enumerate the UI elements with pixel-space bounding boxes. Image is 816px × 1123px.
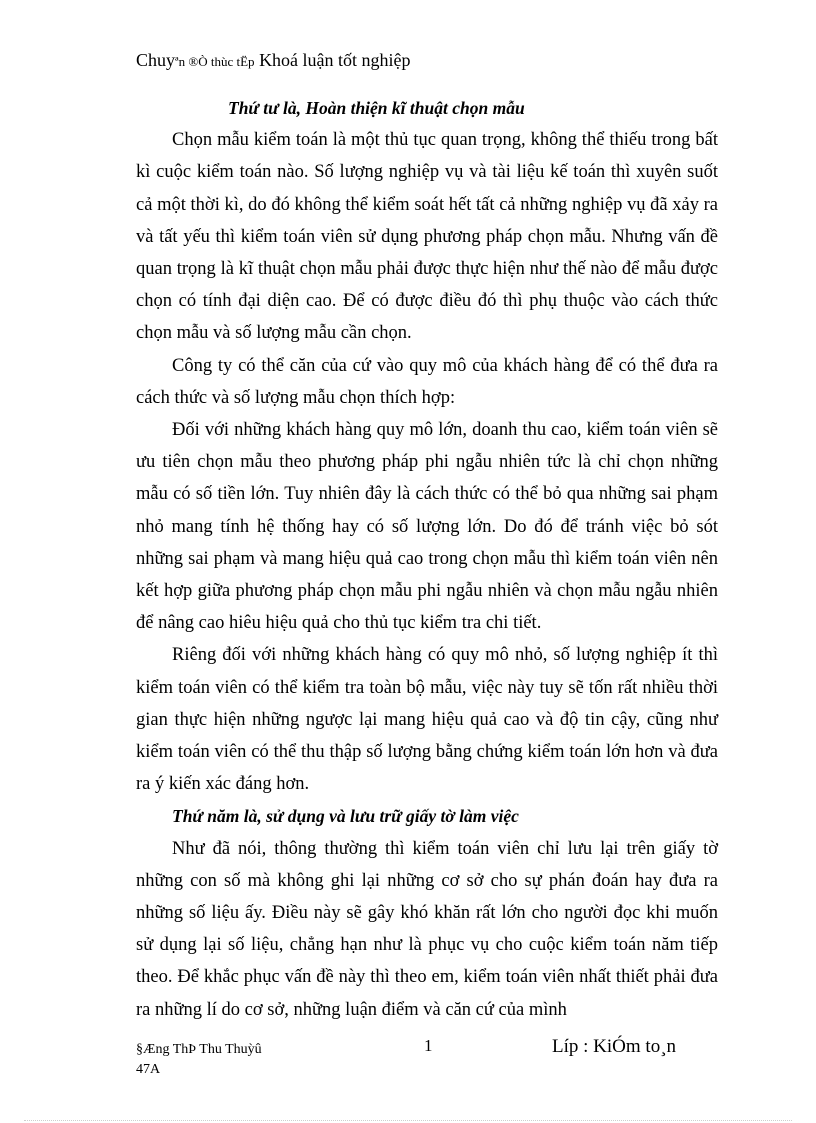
header-text-1: Chuy <box>136 50 176 70</box>
page-number: 1 <box>424 1036 433 1055</box>
paragraph-1: Chọn mẫu kiểm toán là một thủ tục quan trọng, không thể thiếu trong bất kì cuộc kiểm toán nào. Số lượng nghiệp vụ và tài liệu kế toán thì xuyên suốt cả một thời kì, do đó không thể kiểm soát hết tất cả những nghiệp vụ đã xảy ra và tất yếu thì kiểm toán viên sử dụng phương pháp chọn mẫu. Nhưng vấn đề quan trọng là kĩ thuật chọn mẫu phải được thực hiện như thế nào để mẫu được chọn có tính đại diện cao. Để có được điều đó thì phụ thuộc vào cách thức chọn mẫu và số lượng mẫu cần chọn. <box>136 130 718 344</box>
page-bottom-divider <box>24 1120 792 1121</box>
paragraph-3: Đối với những khách hàng quy mô lớn, doanh thu cao, kiểm toán viên sẽ ưu tiên chọn mẫu theo phương pháp phi ngẫu nhiên tức là chỉ chọn những mẫu có số tiền lớn. Tuy nhiên đây là cách thức có thể bỏ qua những sai phạm nhỏ mang tính hệ thống hay có số lượng lớn. Do đó để tránh việc bỏ sót những sai phạm và mang hiệu quả cao trong chọn mẫu thì kiểm toán viên nên kết hợp giữa phương pháp chọn mẫu phi ngẫu nhiên và chọn mẫu ngẫu nhiên để nâng cao hiêu hiệu quả cho thủ tục kiểm tra chi tiết. <box>136 420 718 634</box>
paragraph-4: Riêng đối với những khách hàng có quy mô nhỏ, số lượng nghiệp ít thì kiểm toán viên có thể kiểm tra toàn bộ mẫu, việc này tuy sẽ tốn rất nhiều thời gian thực hiện những ngược lại mang hiệu quả cao và độ tin cậy, cũng như kiểm toán viên có thể thu thập số lượng bằng chứng kiểm toán lớn hơn và đưa ra ý kiến xác đáng hơn. <box>136 645 718 795</box>
header-text-4: Khoá luận tốt nghiệp <box>254 50 411 70</box>
section-heading-5: Thứ năm là, sử dụng và lưu trữ giấy tờ làm việc <box>172 806 519 827</box>
header-text-3: thùc tËp <box>210 54 255 69</box>
section-heading-4: Thứ tư là, Hoàn thiện kĩ thuật chọn mẫu <box>228 98 525 118</box>
paragraph-5: Như đã nói, thông thường thì kiểm toán viên chỉ lưu lại trên giấy tờ những con số mà không ghi lại những cơ sở cho sự phán đoán hay đưa ra những số liệu ấy. Điều này sẽ gây khó khăn rất lớn cho người đọc khi muốn sử dụng lại số liệu, chẳng hạn như là phục vụ cho cuộc kiểm toán năm tiếp theo. Để khắc phục vấn đề này thì theo em, kiểm toán viên nhất thiết phải đưa ra những lí do cơ sở, những luận điểm và căn cứ của mình <box>136 838 718 1020</box>
footer-author <box>136 1040 336 1080</box>
footer-author-name: §Æng ThÞ Thu Thuỳ <box>136 1042 255 1057</box>
page-header <box>136 50 411 71</box>
paragraph-2: Công ty có thể căn của cứ vào quy mô của khách hàng để có thể đưa ra cách thức và số lượng mẫu chọn thích hợp: <box>136 355 718 408</box>
document-body <box>136 92 718 1026</box>
header-text-2: ªn ®Ò <box>175 54 211 69</box>
footer-author-class: 47A <box>136 1062 161 1077</box>
footer-class: Líp : KiÓm to¸n <box>552 1036 677 1057</box>
footer-author-suffix: û <box>254 1042 262 1057</box>
